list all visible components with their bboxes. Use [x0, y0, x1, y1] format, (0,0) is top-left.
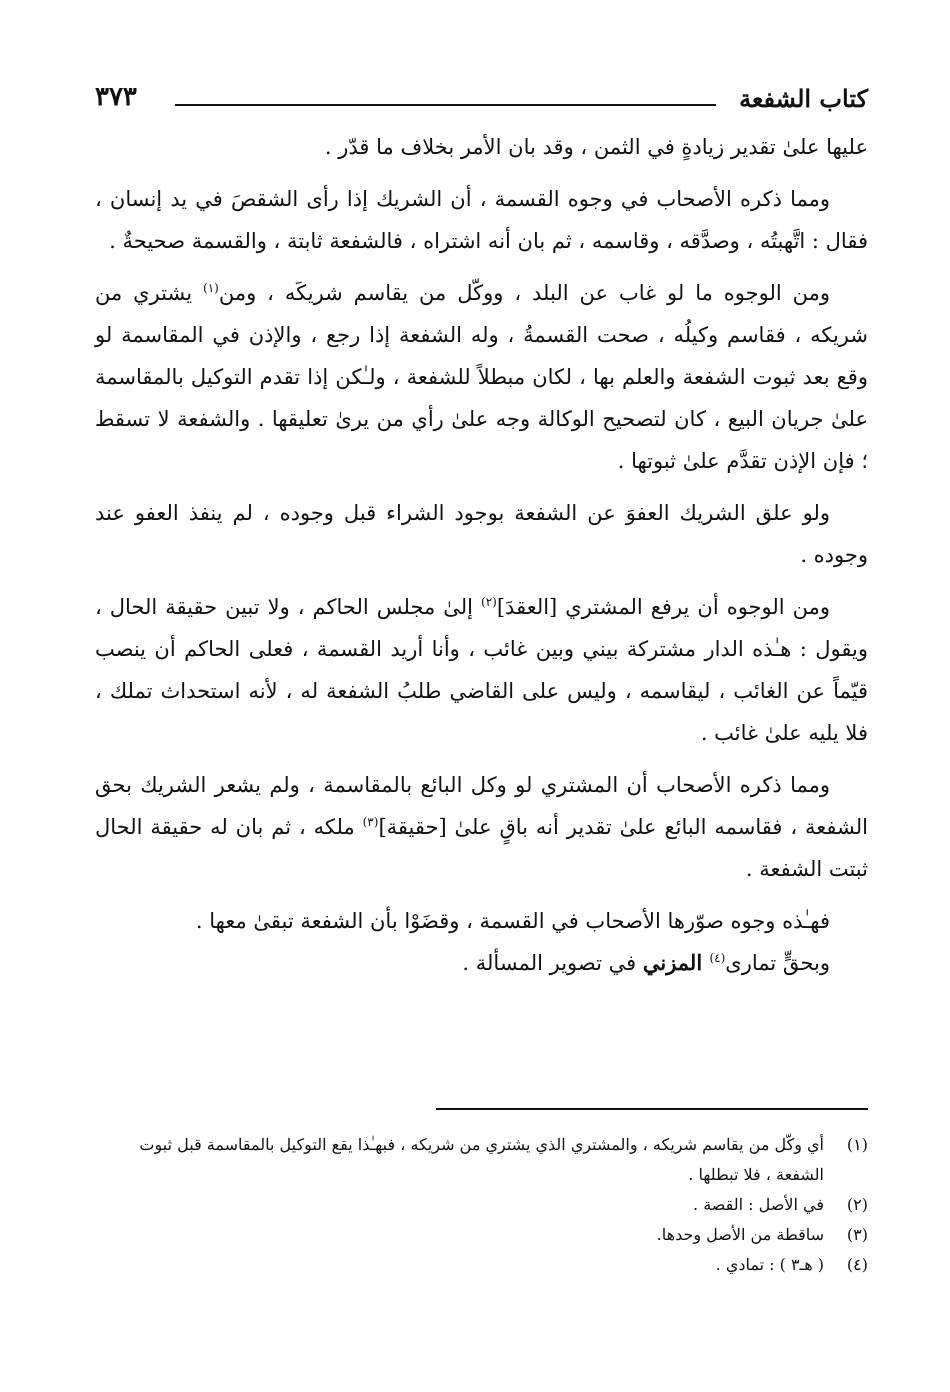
main-text	[95, 126, 868, 984]
paragraph-5-part-a: ومن الوجوه أن يرفع المشتري [العقدَ]	[496, 595, 830, 619]
paragraph-8	[95, 942, 868, 984]
footnote-ref-2: (٢)	[481, 595, 497, 609]
name-muzani: المزني	[642, 950, 710, 975]
paragraph-3-part-a: ومن الوجوه ما لو غاب عن البلد ، ووكّل من يقاسم شريكَه ، ومن	[218, 281, 830, 305]
paragraph-3	[95, 272, 868, 482]
header-rule	[175, 104, 716, 106]
paragraph-5	[95, 586, 868, 754]
paragraph-8-part-b: في تصوير المسألة .	[462, 951, 643, 975]
paragraph-2: ومما ذكره الأصحاب في وجوه القسمة ، أن الشريك إذا رأى الشقصَ في يد إنسان ، فقال : اتَّهبتُه ، وصدَّقه ، وقاسمه ، ثم بان أنه اشتراه ، فالشفعة ثابتة ، والقسمة صحيحةٌ .	[95, 187, 868, 253]
paragraph-1: عليها علىٰ تقدير زيادةٍ في الثمن ، وقد بان الأمر بخلاف ما قدّر .	[324, 135, 868, 159]
footnote-text: ساقطة من الأصل وحدها.	[656, 1225, 824, 1244]
footnotes	[95, 1130, 868, 1280]
footnote-text: أي وكّل من يقاسم شريكه ، والمشتري الذي يشتري من شريكه ، فبهـٰذا يقع التوكيل بالمقاسمة قبل ثبوت الشفعة ، فلا تبطلها .	[139, 1135, 824, 1184]
footnote-separator	[436, 1108, 868, 1110]
paragraph-5-part-b: إلىٰ مجلس الحاكم ، ولا تبين حقيقة الحال ، ويقول : هـٰذه الدار مشتركة بيني وبين غائب ، وأنا أريد القسمة ، فعلى الحاكم أن ينصب قيّماً عن الغائب ، ليقاسمه ، وليس على القاضي طلبُ الشفعة له ، لأنه استحداث تملك ، فلا يليه علىٰ غائب .	[95, 595, 868, 745]
footnote-3	[95, 1220, 868, 1250]
footnote-number: (٤)	[846, 1255, 868, 1274]
footnote-ref-1: (١)	[203, 281, 219, 295]
paragraph-8-part-a: وبحقٍّ تمارى	[725, 951, 830, 975]
footnote-2	[95, 1190, 868, 1220]
page-number: ٣٧٣	[95, 82, 137, 112]
paragraph-6-part-b: ملكه ، ثم بان له حقيقة الحال ثبتت الشفعة .	[95, 815, 868, 881]
footnote-ref-4: (٤)	[709, 951, 726, 965]
paragraph-4: ولو علق الشريك العفوَ عن الشفعة بوجود الشراء قبل وجوده ، لم ينفذ العفو عند وجوده .	[95, 501, 868, 567]
footnote-text: في الأصل : القصة .	[693, 1195, 824, 1214]
footnote-number: (٣)	[846, 1225, 868, 1244]
footnote-text: ( هـ٣ ) : تمادي .	[715, 1255, 824, 1274]
paragraph-7: فهـٰذه وجوه صوّرها الأصحاب في القسمة ، وقضَوْا بأن الشفعة تبقىٰ معها .	[195, 909, 830, 933]
footnote-number: (٢)	[846, 1195, 868, 1214]
running-header	[95, 78, 868, 118]
footnote-number: (١)	[846, 1135, 868, 1154]
footnote-1	[95, 1130, 868, 1190]
paragraph-6-part-a: ومما ذكره الأصحاب أن المشتري لو وكل البائع بالمقاسمة ، ولم يشعر الشريك بحق الشفعة ، فقاسمه البائع علىٰ تقدير أنه باقٍ علىٰ [حقيقة]	[95, 773, 868, 839]
running-title: كتاب الشفعة	[739, 84, 868, 113]
paragraph-6	[95, 764, 868, 890]
footnote-ref-3: (٣)	[362, 815, 379, 829]
paragraph-3-part-b: يشتري من شريكه ، فقاسم وكيلُه ، صحت القسمةُ ، وله الشفعة إذا رجع ، والإذن في المقاسمة لو وقع بعد ثبوت الشفعة والعلم بها ، لكان مبطلاً للشفعة ، ولـٰكن إذا تقدم التوكيل بالمقاسمة علىٰ جريان البيع ، كان لتصحيح الوكالة وجه علىٰ رأي من يرىٰ تعليقها . والشفعة لا تسقط ؛ فإن الإذن تقدَّم علىٰ ثبوتها .	[95, 281, 868, 473]
footnote-4	[95, 1250, 868, 1280]
